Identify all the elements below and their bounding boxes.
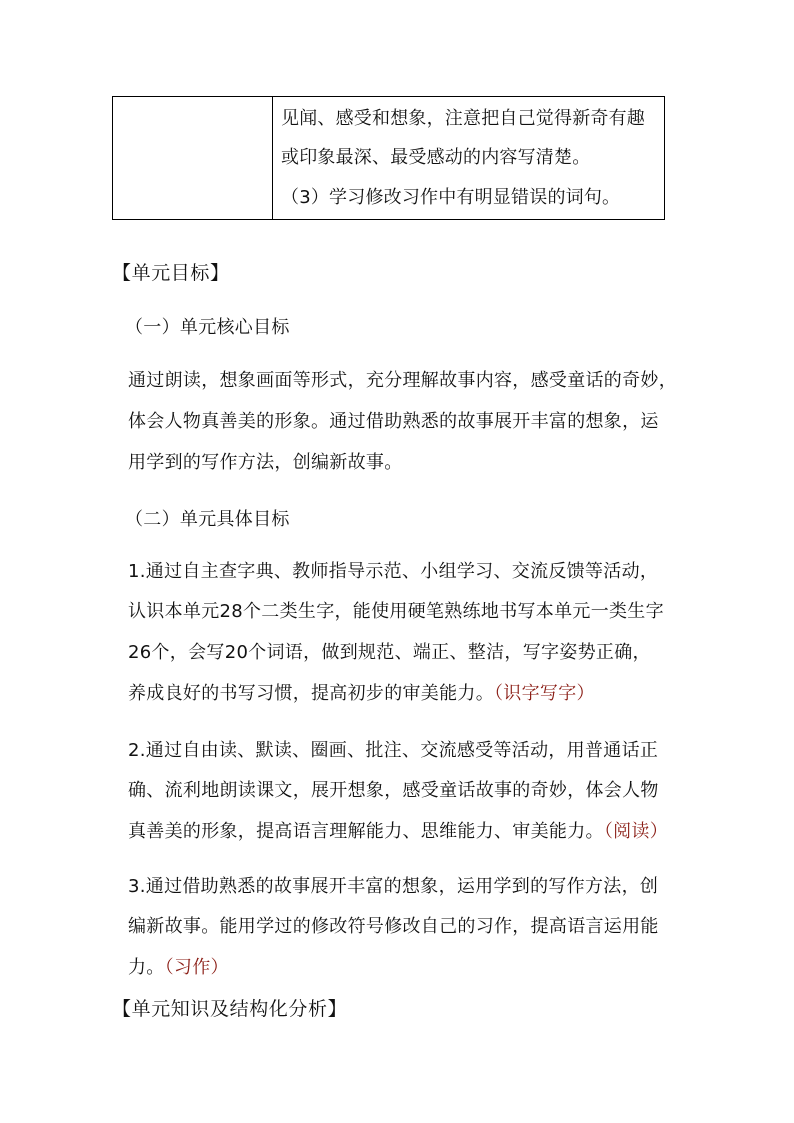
paragraph-line: 认识本单元28个二类生字，能使用硬笔熟练地书写本单元一类生字	[128, 601, 664, 622]
table-text-line: 见闻、感受和想象，注意把自己觉得新奇有趣	[281, 108, 645, 129]
table-right-cell	[273, 97, 664, 219]
paragraph-line: 26个，会写20个词语，做到规范、端正、整洁，写字姿势正确，	[128, 642, 651, 663]
objectives-table-fragment	[112, 96, 665, 220]
paragraph-line: 用学到的写作方法，创编新故事。	[128, 452, 403, 473]
table-left-cell	[113, 97, 273, 219]
section-heading-unit-goals: 【单元目标】	[112, 262, 230, 284]
paragraph-line: 3.通过借助熟悉的故事展开丰富的想象，运用学到的写作方法，创	[128, 876, 659, 897]
paragraph-line	[128, 955, 229, 981]
paragraph-line: 通过朗读，想象画面等形式，充分理解故事内容，感受童话的奇妙，	[128, 370, 677, 391]
goal-tag-literacy: （识字写字）	[494, 683, 595, 704]
table-text-line: 或印象最深、最受感动的内容写清楚。	[281, 147, 591, 168]
paragraph-line: 确、流利地朗读课文，展开想象，感受童话故事的奇妙，体会人物	[128, 780, 659, 801]
goal-tag-reading: （阅读）	[603, 821, 669, 842]
goal-text: 真善美的形象，提高语言理解能力、思维能力、审美能力。	[128, 821, 604, 842]
goal-tag-writing: （习作）	[164, 957, 229, 978]
paragraph-line: 体会人物真善美的形象。通过借助熟悉的故事展开丰富的想象，运	[128, 411, 659, 432]
goal-text: 养成良好的书写习惯，提高初步的审美能力。	[128, 683, 494, 704]
section-heading-knowledge-analysis: 【单元知识及结构化分析】	[112, 998, 348, 1020]
subheading-core-goals: （一）单元核心目标	[125, 317, 290, 338]
paragraph-line: 编新故事。能用学过的修改符号修改自己的习作，提高语言运用能	[128, 916, 659, 937]
paragraph-line	[128, 681, 595, 707]
paragraph-line	[128, 819, 668, 845]
table-text-line: （3）学习修改习作中有明显错误的词句。	[281, 187, 621, 208]
goal-text: 力。	[128, 957, 165, 978]
paragraph-line: 1.通过自主查字典、教师指导示范、小组学习、交流反馈等活动，	[128, 561, 659, 582]
subheading-specific-goals: （二）单元具体目标	[125, 509, 290, 530]
paragraph-line: 2.通过自由读、默读、圈画、批注、交流感受等活动，用普通话正	[128, 740, 659, 761]
